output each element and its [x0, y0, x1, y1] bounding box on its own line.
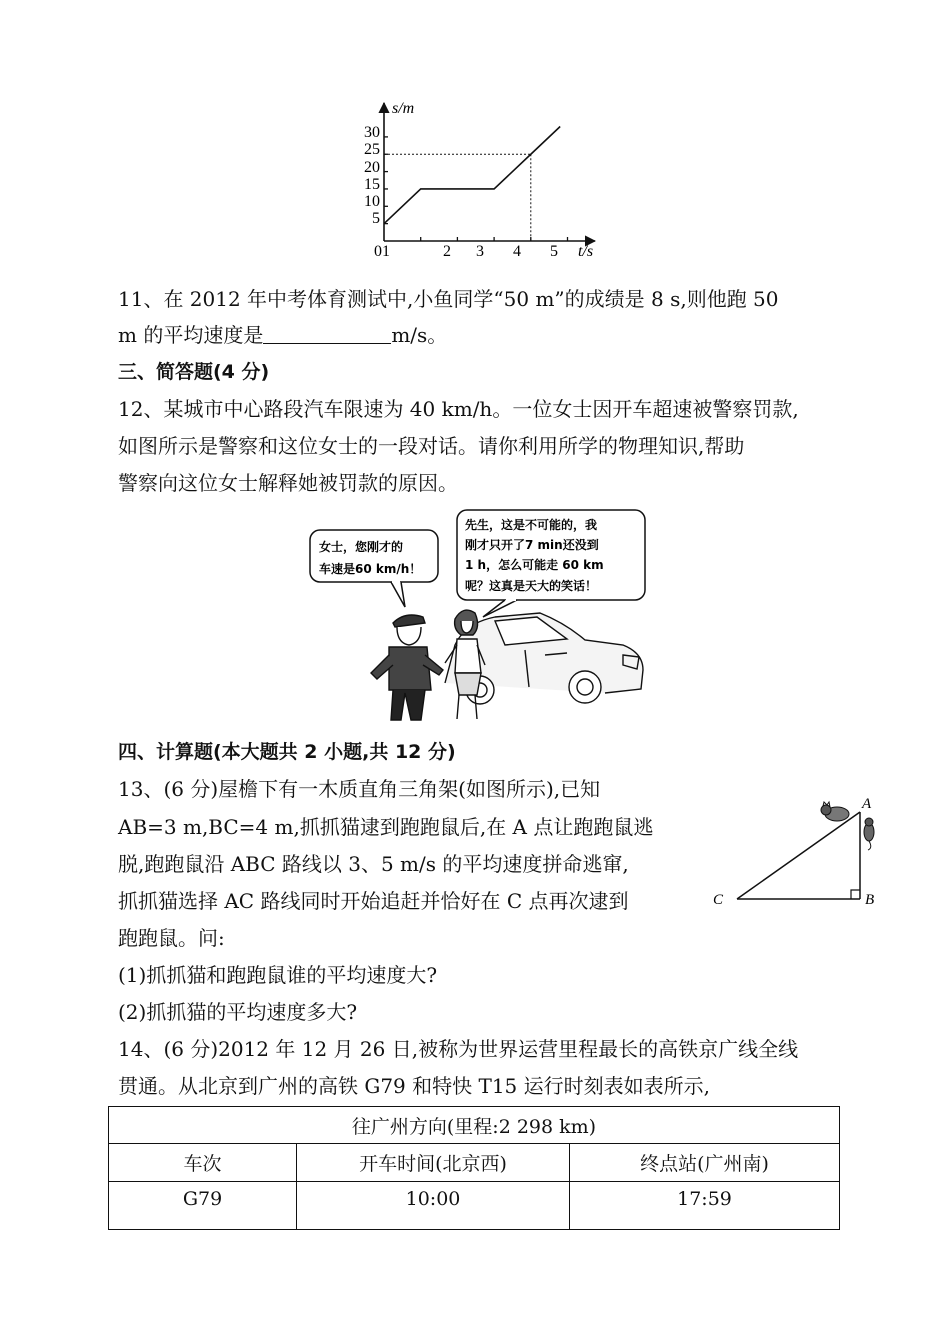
q11-line1: 11、在 2012 年中考体育测试中,小鱼同学“50 m”的成绩是 8 s,则他跑 50 — [118, 287, 779, 311]
q14-line2: 贯通。从北京到广州的高铁 G79 和特快 T15 运行时刻表如表所示, — [118, 1074, 711, 1098]
vertex-label-a: A — [862, 796, 872, 812]
y-tick-label: 20 — [364, 159, 380, 176]
q13-sub2: (2)抓抓猫的平均速度多大? — [118, 1000, 358, 1024]
x-tick-label: 2 — [443, 243, 451, 260]
series-line-s-t — [384, 126, 560, 223]
q13-line1: 13、(6 分)屋檐下有一木质直角三角架(如图所示),已知 — [118, 777, 601, 801]
q14-line1: 14、(6 分)2012 年 12 月 26 日,被称为世界运营里程最长的高铁京广线全线 — [118, 1037, 799, 1061]
side-ac — [737, 812, 860, 899]
bubble-right-line2: 刚才只开了7 min还没到 — [465, 538, 599, 552]
x-tick-label: 1 — [382, 243, 390, 260]
q12-line1: 12、某城市中心路段汽车限速为 40 km/h。一位女士因开车超速被警察罚款, — [118, 397, 799, 421]
right-angle-mark — [851, 890, 860, 899]
timetable-title: 往广州方向(里程:2 298 km) — [109, 1107, 840, 1144]
timetable-cell-arrive: 17:59 — [570, 1182, 840, 1230]
section3-title: 三、简答题(4 分) — [118, 361, 270, 383]
y-tick-label: 5 — [372, 210, 380, 227]
x-tick-label: 5 — [550, 243, 558, 260]
timetable-cell-train: G79 — [109, 1182, 297, 1230]
bubble-right-line4: 呢？这真是天大的笑话！ — [465, 579, 598, 593]
x-tick-label: 4 — [513, 243, 521, 260]
timetable — [108, 1106, 840, 1230]
bubble-left-line1: 女士，您刚才的 — [319, 540, 404, 554]
bubble-left-line2: 车速是60 km/h！ — [319, 562, 422, 576]
timetable-cell-depart: 10:00 — [297, 1182, 570, 1230]
q13-line3: 脱,跑跑鼠沿 ABC 路线以 3、5 m/s 的平均速度拼命逃窜, — [118, 852, 629, 876]
q11-line2-post: m/s。 — [391, 323, 448, 347]
timetable-header-arrive: 终点站(广州南) — [570, 1144, 840, 1182]
q13-line2: AB=3 m,BC=4 m,抓抓猫逮到跑跑鼠后,在 A 点让跑跑鼠逃 — [118, 815, 654, 839]
q13-line5: 跑跑鼠。问: — [118, 926, 225, 950]
tick-labels — [364, 124, 558, 260]
q13-line4: 抓抓猫选择 AC 路线同时开始追赶并恰好在 C 点再次逮到 — [118, 889, 629, 913]
mouse-icon — [864, 818, 874, 850]
y-tick-label: 25 — [364, 141, 380, 158]
q13-sub1: (1)抓抓猫和跑跑鼠谁的平均速度大? — [118, 963, 438, 987]
x-tick-label: 3 — [476, 243, 484, 260]
y-tick-label: 30 — [364, 124, 380, 141]
police-officer-drawing — [371, 615, 443, 720]
y-tick-label: 15 — [364, 176, 380, 193]
q11-line2-pre: m 的平均速度是 — [118, 323, 264, 347]
section4-title: 四、计算题(本大题共 2 小题,共 12 分) — [118, 741, 456, 763]
y-axis-label: s/m — [392, 100, 415, 117]
triangle-diagram — [705, 790, 905, 915]
q11-line2 — [118, 320, 447, 350]
timetable-header-depart: 开车时间(北京西) — [297, 1144, 570, 1182]
police-car-cartoon — [305, 505, 650, 730]
guide-lines — [384, 154, 531, 241]
answer-blank[interactable] — [263, 321, 391, 344]
vertex-label-c: C — [713, 892, 724, 908]
bubble-right-line3: 1 h，怎么可能走 60 km — [465, 558, 604, 572]
q12-line2: 如图所示是警察和这位女士的一段对话。请你利用所学的物理知识,帮助 — [118, 434, 745, 458]
cat-icon — [821, 802, 849, 821]
vertex-label-b: B — [865, 892, 875, 908]
s-t-graph — [350, 95, 610, 265]
y-tick-label: 10 — [364, 193, 380, 210]
timetable-header-train: 车次 — [109, 1144, 297, 1182]
q12-line3: 警察向这位女士解释她被罚款的原因。 — [118, 471, 458, 495]
bubble-right-line1: 先生，这是不可能的，我 — [465, 518, 598, 532]
origin-label: 0 — [374, 243, 382, 260]
x-axis-label: t/s — [578, 243, 594, 260]
